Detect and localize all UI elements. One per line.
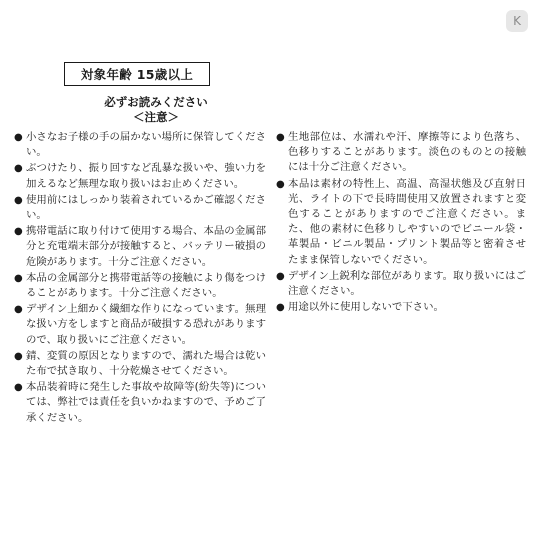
- bullet-icon: ●: [14, 226, 23, 238]
- caution-item: [14, 271, 266, 301]
- bullet-icon: ●: [14, 382, 23, 394]
- caution-text: ぶつけたり、振り回すなど乱暴な扱いや、強い力を加えるなど無理な取り扱いはお止めください。: [26, 162, 266, 190]
- bullet-icon: ●: [14, 194, 23, 206]
- caution-item: [276, 177, 526, 268]
- caution-item: [14, 380, 266, 426]
- caution-item: [14, 161, 266, 191]
- caution-text: 携帯電話に取り付けて使用する場合、本品の金属部分と充電端末部分が接触すると、バッテリー破損の危険があります。十分ご注意ください。: [26, 225, 266, 268]
- bullet-icon: ●: [14, 132, 23, 143]
- caution-text: 本品装着時に発生した事故や故障等(紛失等)については、弊社では責任を負いかねますので、予めご了承ください。: [26, 381, 266, 424]
- caution-item: [14, 224, 266, 270]
- caution-text: デザイン上鋭利な部位があります。取り扱いにはご注意ください。: [288, 269, 526, 298]
- bullet-icon: ●: [276, 270, 285, 282]
- caution-item: [276, 300, 526, 315]
- bullet-icon: ●: [14, 350, 23, 362]
- caution-text: 生地部位は、水濡れや汗、摩擦等により色落ち、色移りすることがあります。淡色のものとの接触には十分ご注意ください。: [288, 131, 526, 174]
- caution-text: デザイン上細かく繊細な作りになっています。無理な扱い方をしますと商品が破損する恐れがありますので、取り扱いにご注意ください。: [26, 303, 266, 346]
- bullet-icon: ●: [276, 132, 285, 143]
- age-restriction-label: 対象年齢 15歳以上: [64, 62, 210, 86]
- caution-subheading: ＜注意＞: [133, 110, 179, 124]
- caution-item: [14, 193, 266, 223]
- notice-heading: 必ずお読みください: [104, 95, 208, 109]
- k-logo-icon: K: [506, 10, 528, 32]
- caution-item: [276, 130, 526, 176]
- caution-item: [14, 130, 266, 160]
- caution-text: 錆、変質の原因となりますので、濡れた場合は乾いた布で拭き取り、十分乾燥させてください。: [26, 349, 266, 378]
- caution-text: 本品の金属部分と携帯電話等の接触により傷をつけることがあります。十分ご注意ください。: [26, 271, 266, 300]
- bullet-icon: ●: [14, 304, 23, 316]
- caution-list-left: [14, 130, 266, 427]
- bullet-icon: ●: [14, 163, 23, 175]
- caution-text: 用途以外に使用しないで下さい。: [288, 301, 444, 314]
- bullet-icon: ●: [14, 272, 23, 284]
- caution-item: [14, 302, 266, 348]
- caution-list-right: [276, 130, 526, 316]
- caution-item: [14, 349, 266, 379]
- caution-text: 小さなお子様の手の届かない場所に保管してください。: [26, 131, 266, 159]
- caution-text: 使用前にはしっかり装着されているかご確認ください。: [26, 193, 266, 222]
- bullet-icon: ●: [276, 178, 285, 190]
- caution-item: [276, 269, 526, 299]
- caution-text: 本品は素材の特性上、高温、高湿状態及び直射日光、ライトの下で長時間使用又放置されますと変色することがありますのでご注意ください。また、他の素材に色移りしやすいのでビニール袋・革製品・ビニル製品・プリント製品等と密着させたまま保管しないでください。: [288, 177, 526, 266]
- bullet-icon: ●: [276, 302, 285, 314]
